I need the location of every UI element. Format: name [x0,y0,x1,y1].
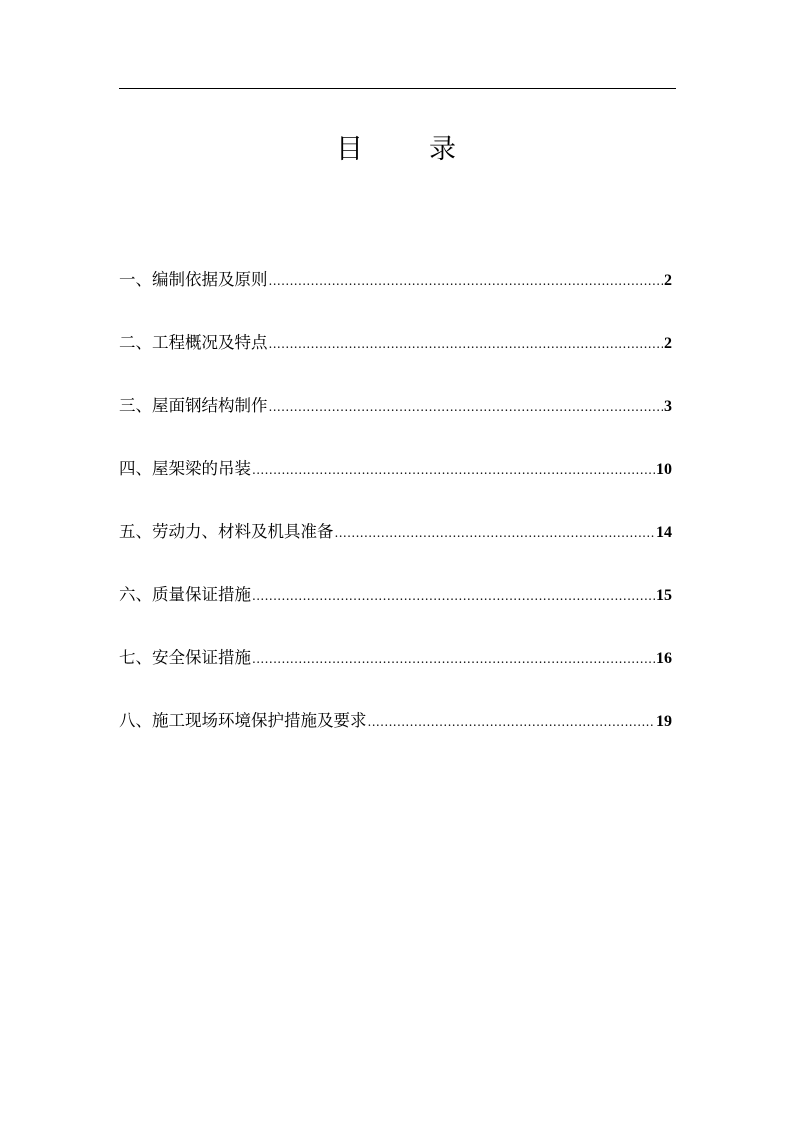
toc-entry-page: 2 [664,272,672,289]
page-title [0,130,794,170]
toc-leader-dots [269,330,664,358]
toc-entry-page: 2 [664,335,672,352]
toc-entry-label: 五、劳动力、材料及机具准备 [119,522,334,541]
toc-entry-label: 六、质量保证措施 [119,585,251,604]
toc-leader-dots [269,267,664,295]
toc-entry-page: 16 [656,650,672,667]
title-char-2: 录 [429,134,458,165]
toc-entry-label: 二、工程概况及特点 [119,333,268,352]
toc-entry-page: 3 [664,398,672,415]
toc-entry-label: 三、屋面钢结构制作 [119,396,268,415]
toc-entry-page: 19 [656,713,672,730]
toc-leader-dots [269,393,664,421]
toc-entry[interactable] [119,392,672,455]
toc-entry-page: 15 [656,587,672,604]
toc-leader-dots [252,645,655,673]
toc-entry[interactable] [119,518,672,581]
toc-entry-label: 七、安全保证措施 [119,648,251,667]
toc-entry-page: 10 [656,461,672,478]
toc-leader-dots [335,519,656,547]
toc-entry[interactable] [119,455,672,518]
toc-entry[interactable] [119,266,672,329]
toc-entry[interactable] [119,581,672,644]
title-char-1: 目 [336,134,365,165]
header-rule [119,88,676,89]
toc-entry-label: 四、屋架梁的吊装 [119,459,251,478]
toc-entry[interactable] [119,644,672,707]
toc-leader-dots [368,708,656,736]
toc-entry-page: 14 [656,524,672,541]
toc-leader-dots [252,456,655,484]
toc-entry[interactable] [119,329,672,392]
toc-entry-label: 八、施工现场环境保护措施及要求 [119,711,367,730]
toc-list [119,266,672,770]
toc-leader-dots [252,582,655,610]
toc-entry-label: 一、编制依据及原则 [119,270,268,289]
toc-entry[interactable] [119,707,672,770]
